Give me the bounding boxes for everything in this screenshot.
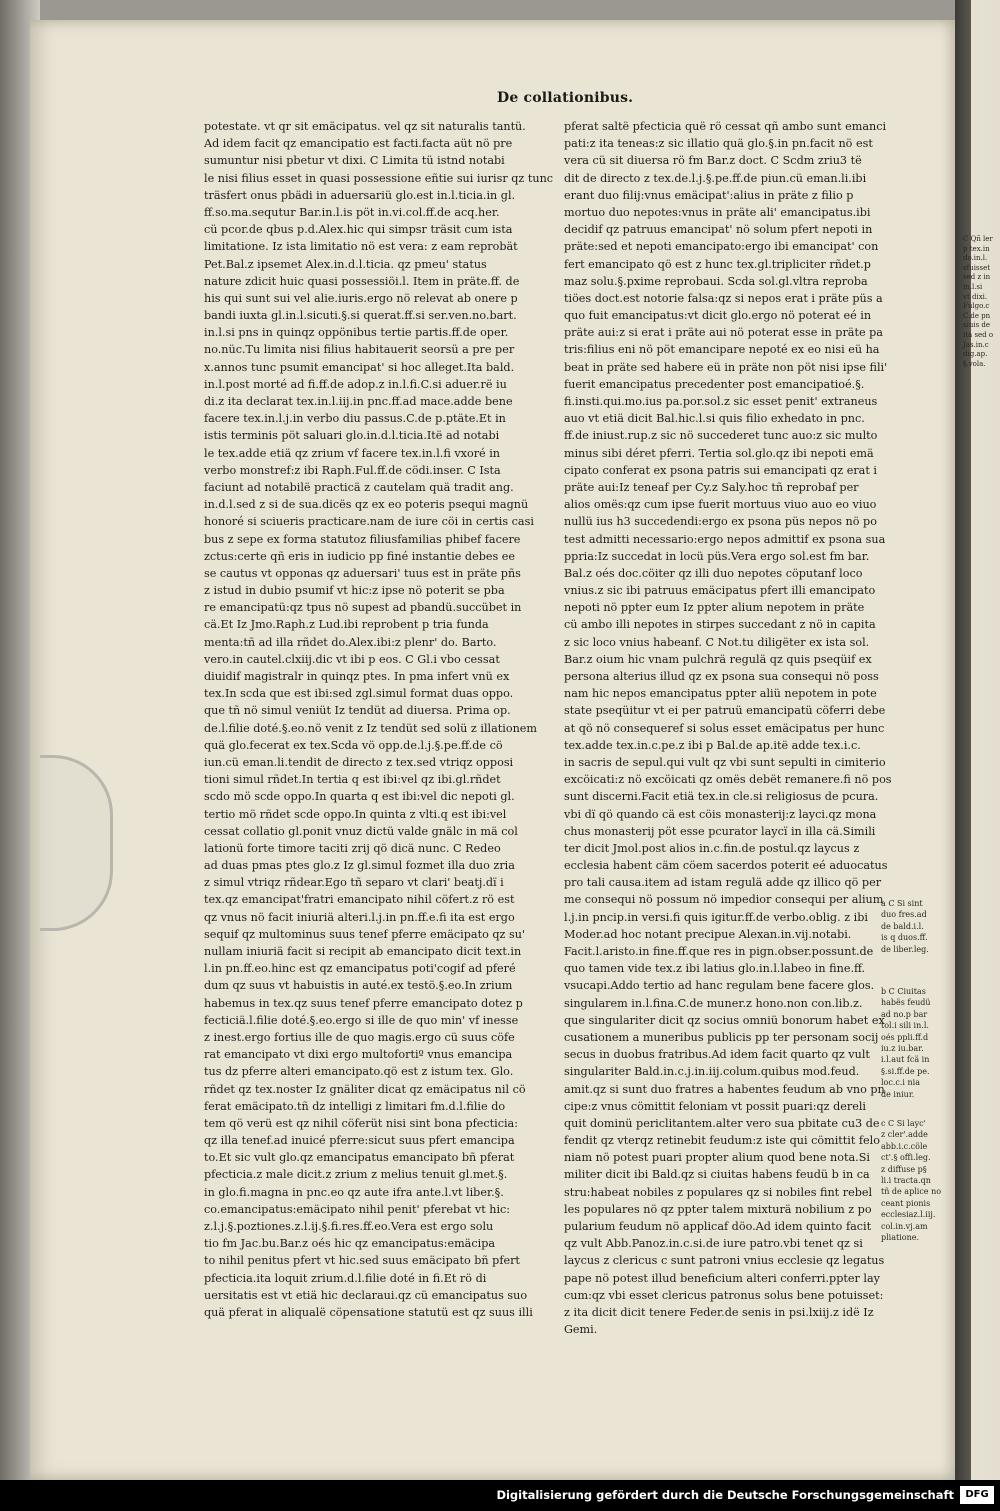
- text-line: minus sibi déret pferri. Tertia sol.glo.qz ibi nepoti emä: [564, 446, 874, 460]
- text-line: bandi iuxta gl.in.l.sicuti.§.si querat.ff.si ser.ven.no.bart.: [204, 309, 517, 323]
- text-line: dum qz suus vt habuistis in auté.ex testö.§.eo.In zrium: [204, 979, 513, 993]
- text-line: z inest.ergo fortius ille de quo magis.ergo cü suus cöfe: [204, 1030, 515, 1044]
- margin-note-line: ct'.§ offi.leg.: [881, 1153, 931, 1163]
- text-line: nepoti nö ppter eum Iz ppter alium nepotem in präte: [564, 601, 865, 615]
- margin-note-c: [881, 1118, 953, 1243]
- text-line: x.annos tunc psumit emancipat' si hoc alleget.Ita bald.: [204, 360, 515, 374]
- text-line: his qui sunt sui vel alie.iuris.ergo nö relevat ab onere p: [204, 291, 518, 305]
- text-line: singularem in.l.fina.C.de muner.z hono.non con.lib.z.: [564, 996, 863, 1010]
- text-line: träsfert onus pbädi in aduersariü glo.est in.l.ticia.in gl.: [204, 188, 516, 202]
- margin-note-line: col.in.vj.am: [881, 1221, 928, 1231]
- text-line: z ita dicit dicit tenere Feder.de senis in psi.lxiij.z idë Iz: [564, 1305, 874, 1319]
- fragment-line: in.l.si: [963, 282, 983, 291]
- margin-note-line: tñ de aplice no: [881, 1187, 942, 1197]
- text-line: tex.qz emancipat'fratri emancipato nihil cöfert.z rö est: [204, 893, 515, 907]
- margin-note-line: li.i tracta.qn: [881, 1176, 931, 1186]
- fragment-line: §.vola.: [963, 359, 986, 368]
- text-line: honoré si sciueris practicare.nam de iure cöi in certis casi: [204, 515, 534, 529]
- text-line: scdo mö scde oppo.In quarta q est ibi:vel dic nepoti gl.: [204, 790, 515, 804]
- text-line: Facit.l.aristo.in fine.ff.que res in pign.obser.possunt.de: [564, 945, 874, 958]
- text-line: l.in pn.ff.eo.hinc est qz emancipatus poti'cogif ad pferé: [204, 962, 516, 976]
- text-line: tex.In scda que est ibi:sed zgl.simul format duas oppo.: [204, 687, 514, 701]
- text-line: test admitti necessario:ergo nepos admittif ex psona sua: [564, 532, 886, 546]
- fragment-line: C Qñ ler: [963, 235, 993, 243]
- text-line: Pet.Bal.z ipsemet Alex.in.d.l.ticia. qz pmeu' status: [204, 257, 487, 271]
- text-line: fendit qz vterqz retinebit feudum:z iste qui cömittit felo: [564, 1134, 880, 1148]
- text-line: habemus in tex.qz suus tenef pferre emancipato dotez p: [204, 996, 523, 1010]
- text-line: pfecticia.ita loquit zrium.d.l.filie doté in fi.Et rö di: [204, 1271, 487, 1285]
- fragment-line: p tex.in: [963, 244, 990, 253]
- text-line: faciunt ad notabilë practicä z cautelam quä tradit ang.: [204, 480, 514, 494]
- text-line: ad duas pmas ptes glo.z Iz gl.simul fozmet illa duo zria: [204, 859, 515, 873]
- text-line: lationü forte timore taciti zrij qö dicä nunc. C Redeo: [204, 841, 501, 855]
- text-line: fuerit emancipatus precedenter post emancipatioé.§.: [564, 377, 865, 391]
- margin-note-line: z diffuse p§: [881, 1164, 927, 1174]
- margin-note-line: tol.i sili in.l.: [881, 1021, 929, 1031]
- text-line: Ad idem facit qz emancipatio est facti.facta aüt nö pre: [204, 137, 513, 151]
- text-line: excöicati:z nö excöicati qz omës debët remanere.fi nö pos: [564, 773, 892, 787]
- text-line: bus z sepe ex forma statutoz filiusfamilias phibef facere: [204, 532, 521, 546]
- text-line: ff.de iniust.rup.z sic nö succederet tunc auo:z sic multo: [564, 429, 878, 443]
- margin-note-line: i.l.aut fcä in: [881, 1055, 930, 1065]
- text-line: z istud in dubio psumif vt hic:z ipse nö poterit se pba: [204, 584, 505, 598]
- text-line: to.Et sic vult glo.qz emancipatus emancipato bñ pferat: [204, 1151, 515, 1165]
- text-line: ecclesia habent cäm cöem sacerdos poterit eé aduocatus: [564, 859, 888, 873]
- text-line: vero.in cautel.clxiij.dic vt ibi p eos. C Gl.i vbo cessat: [204, 652, 500, 666]
- text-line: facere tex.in.l.j.in verbo diu passus.C.de p.ptäte.Et in: [204, 412, 506, 426]
- margin-note-line: oés ppli.ff.d: [881, 1032, 929, 1042]
- text-line: niam nö potest puari propter alium quod bene nota.Si: [564, 1151, 870, 1165]
- text-line: cum:qz vbi esset clericus patronus solus bene potuisset:: [564, 1288, 884, 1302]
- text-line: decidif qz patruus emancipat' nö solum pfert nepoti in: [564, 223, 873, 237]
- text-line: pati:z ita teneas:z sic illatio quä glo.§.in pn.facit nö est: [564, 137, 873, 151]
- fragment-line: Jas.in.c: [963, 340, 989, 349]
- next-page-fragment: [963, 235, 999, 369]
- text-line: pfecticia.z male dicit.z zrium z melius tenuit gl.met.§.: [204, 1168, 508, 1182]
- text-line: l.j.in pncip.in versi.fi quis igitur.ff.de verbo.oblig. z ibi: [564, 910, 868, 924]
- text-line: persona alterius illud qz ex psona sua consequi nö poss: [564, 670, 879, 683]
- text-line: zctus:certe qñ eris in iudicio pp finé instantie debes ee: [204, 549, 516, 563]
- right-column: [564, 118, 892, 1337]
- text-line: Gemi.: [564, 1323, 598, 1337]
- margin-note-line: habës feudü: [881, 998, 931, 1008]
- text-line: quo fuit emancipatus:vt dicit glo.ergo nö poterat eé in: [564, 309, 872, 323]
- text-line: fecticiä.l.filie doté.§.eo.ergo si ille de quo min' vf inesse: [204, 1013, 519, 1027]
- text-line: vbi dï qö quando cä est cöis monasterij:z layci.qz mona: [564, 807, 877, 821]
- text-line: state pseqüitur vt ei per patruü emancipatü cöferri debe: [564, 704, 886, 718]
- text-line: laycus z clericus c sunt patroni vnius ecclesie qz legatus: [564, 1254, 885, 1268]
- text-line: iun.cü eman.li.tendit de directo z tex.sed vtriqz opposi: [204, 755, 514, 769]
- text-line: quit dominü periclitantem.alter vero sua pbitate cu3 de: [564, 1116, 880, 1130]
- text-line: pro tali causa.item ad istam regulä adde qz illico qö per: [564, 876, 882, 890]
- text-line: quä pferat in aliqualë cöpensatione statutü est qz suus illi: [204, 1305, 533, 1319]
- margin-note-line: ceant pionis: [881, 1198, 931, 1208]
- text-line: me consequi nö possum nö impedior consequi per alium: [564, 893, 884, 907]
- text-line: cessat collatio gl.ponit vnuz dictü valde gnälc in mä col: [204, 824, 518, 838]
- text-line: pularium feudum nö applicaf döo.Ad idem quinto facit: [564, 1220, 872, 1233]
- text-line: qz vnus nö facit iniuriä alteri.l.j.in pn.ff.e.fi ita est ergo: [204, 910, 515, 924]
- text-line: les populares nö qz ppter talem mixturä nobilium z po: [564, 1202, 872, 1216]
- text-line: sumuntur nisi pbetur vt dixi. C Limita tü istnd notabi: [204, 154, 505, 168]
- text-line: qz illa tenef.ad inuicé pferre:sicut suus pfert emancipa: [204, 1134, 515, 1148]
- margin-note-line: abb.i.c.cöle: [881, 1141, 928, 1151]
- text-line: Bal.z oés doc.cöiter qz illi duo nepotes cöputanf loco: [564, 566, 863, 580]
- text-line: diuidif magistralr in quinqz ptes. In pma infert vnü ex: [204, 670, 510, 683]
- text-line: in sacris de sepul.qui vult qz vbi sunt sepulti in cimiterio: [564, 755, 886, 769]
- text-line: tris:filius eni nö pöt emancipare nepoté ex eo nisi eü ha: [564, 343, 880, 357]
- text-line: stru:habeat nobiles z populares qz si nobiles fint rebel: [564, 1185, 873, 1199]
- text-line: uersitatis est vt etiä hic declaraui.qz cü emancipatus suo: [204, 1288, 528, 1302]
- funding-credit: Digitalisierung gefördert durch die Deutsche Forschungsgemeinschaft: [496, 1488, 954, 1502]
- text-line: nullam iniuriä facit si recipit ab emancipato dicit text.in: [204, 945, 522, 958]
- text-line: singulariter Bald.in.c.j.in.iij.colum.quibus mod.feud.: [564, 1065, 860, 1079]
- fragment-line: do.in.l.: [963, 254, 988, 263]
- text-line: erant duo filij:vnus emäcipat':alius in präte z filio p: [564, 188, 854, 202]
- text-line: tus dz pferre alteri emancipato.qö est z istum tex. Glo.: [204, 1065, 514, 1079]
- text-line: tioni simul rñdet.In tertia q est ibi:vel qz ibi.gl.rñdet: [204, 773, 501, 787]
- text-line: istis terminis pöt saluari glo.in.d.l.ticia.Itë ad notabi: [204, 429, 500, 443]
- text-line: vnius.z sic ibi patruus emäcipatus pfert illi emancipato: [564, 584, 876, 598]
- text-line: re emancipatü:qz tpus nö supest ad pbandü.succübet in: [204, 601, 522, 615]
- text-line: Moder.ad hoc notant precipue Alexan.in.vij.notabi.: [564, 927, 852, 941]
- margin-note-line: ecclesiaz.l.iij.: [881, 1210, 936, 1220]
- text-line: at qö nö consequeref si solus esset emäcipatus per hunc: [564, 721, 885, 735]
- text-line: nullü ius h3 succedendi:ergo ex psona püs nepos nö po: [564, 515, 877, 529]
- running-head: De collationibus.: [497, 90, 634, 106]
- text-line: quo tamen vide tex.z ibi latius glo.in.l.labeo in fine.ff.: [564, 962, 866, 976]
- text-line: rñdet qz tex.noster Iz gnäliter dicat qz emäcipatus nil cö: [204, 1082, 526, 1096]
- text-line: ter dicit Jmol.post alios in.c.fin.de postul.qz laycus z: [564, 841, 860, 855]
- text-line: vsucapi.Addo tertio ad hanc regulam bene facere glos.: [564, 979, 875, 993]
- text-line: präte:sed et nepoti emancipato:ergo ibi emancipat' con: [564, 240, 879, 254]
- text-line: fert emancipato qö est z hunc tex.gl.tripliciter rñdet.p: [564, 257, 871, 271]
- fragment-line: sfuisset: [963, 263, 991, 272]
- fragment-line: Fulgo.c: [963, 302, 990, 311]
- margin-note-line: is q duos.ff.: [881, 933, 928, 943]
- text-line: mortuo duo nepotes:vnus in präte ali' emancipatus.ibi: [564, 205, 871, 219]
- text-line: präte aui:Iz teneaf per Cy.z Saly.hoc tñ reprobaf per: [564, 480, 859, 494]
- text-line: to nihil penitus pfert vt hic.sed suus emäcipato bñ pfert: [204, 1254, 520, 1268]
- text-line: in.l.si pns in quinqz oppönibus tertie partis.ff.de oper.: [204, 326, 509, 340]
- text-line: secus in duobus fratribus.Ad idem facit quarto qz vult: [564, 1048, 870, 1062]
- margin-note-line: c C Si layc': [881, 1119, 926, 1128]
- text-line: vera cü sit diuersa rö fm Bar.z doct. C Scdm zriu3 të: [564, 154, 862, 168]
- text-line: no.nüc.Tu limita nisi filius habitauerit seorsü a pre per: [204, 343, 515, 357]
- text-line: qz vult Abb.Panoz.in.c.si.de iure patro.vbi tenet qz si: [564, 1237, 863, 1251]
- next-page-edge: [955, 0, 1000, 1480]
- text-line: fi.insti.qui.mo.ius pa.por.sol.z sic esset penit' extraneus: [564, 395, 878, 408]
- margin-note-line: b C Ciuitas: [881, 987, 926, 996]
- text-line: maz solu.§.pxime reprobaui. Scda sol.gl.vltra reproba: [564, 274, 868, 288]
- text-line: potestate. vt qr sit emäcipatus. vel qz sit naturalis tantü.: [204, 120, 526, 133]
- text-line: verbo monstref:z ibi Raph.Ful.ff.de cödi.inser. C Ista: [204, 463, 501, 477]
- text-line: in glo.fi.magna in pnc.eo qz aute ifra ante.l.vt liber.§.: [204, 1185, 504, 1199]
- dfg-logo: DFG: [960, 1486, 994, 1504]
- margin-note-line: pliatione.: [881, 1233, 920, 1243]
- text-line: que tñ nö simul veniüt Iz tendüt ad diuersa. Prima op.: [204, 704, 511, 718]
- fragment-line: ita sed o: [963, 330, 994, 339]
- text-line: de.l.filie doté.§.eo.nö venit z Iz tendüt sed solü z illationem: [204, 721, 538, 735]
- margin-note-line: z cler'.adde: [881, 1130, 928, 1140]
- margin-note-line: loc.c.i nia: [881, 1078, 921, 1088]
- margin-note-line: §.si.ff.de pe.: [881, 1066, 930, 1076]
- text-line: se cautus vt opponas qz aduersari' tuus est in präte pñs: [204, 566, 521, 580]
- text-line: ff.so.ma.sequtur Bar.in.l.is pöt in.vi.col.ff.de acq.her.: [204, 205, 500, 219]
- text-line: le tex.adde etiä qz zrium vf facere tex.in.l.fi vxoré in: [204, 446, 501, 460]
- text-line: tex.adde tex.in.c.pe.z ibi p Bal.de ap.itë adde tex.i.c.: [564, 738, 861, 752]
- margin-note-line: iu.z iu.bar.: [881, 1044, 924, 1054]
- margin-note-a: [881, 898, 953, 955]
- text-line: rat emancipato vt dixi ergo multofortiº vnus emancipa: [204, 1048, 513, 1062]
- text-line: chus monasterij pöt esse pcurator laycï in illa cä.Simili: [564, 824, 876, 838]
- text-line: nature zdicit huic quasi possessiöi.l. Item in präte.ff. de: [204, 274, 520, 288]
- text-line: que singulariter dicit qz socius omniü bonorum habet ex: [564, 1013, 885, 1027]
- text-line: cipato conferat ex psona patris sui emancipati qz erat i: [564, 463, 877, 477]
- text-line: nam hic nepos emancipatus ppter aliü nepotem in pote: [564, 687, 877, 701]
- text-line: limitatione. Iz ista limitatio nö est vera: z eam reprobät: [204, 240, 518, 254]
- left-column: [204, 118, 554, 1319]
- text-line: di.z ita declarat tex.in.l.iij.in pnc.ff.ad mace.adde bene: [204, 395, 513, 408]
- text-line: pferat saltë pfecticia quë rö cessat qñ ambo sunt emanci: [564, 120, 887, 133]
- text-line: sunt discerni.Facit etiä tex.in cle.si religiosus de pcura.: [564, 790, 879, 804]
- text-line: cusationem a muneribus publicis pp ter personam socij: [564, 1030, 879, 1044]
- text-line: cü pcor.de qbus p.d.Alex.hic qui simpsr träsit cum ista: [204, 223, 513, 237]
- text-line: in.l.post morté ad fi.ff.de adop.z in.l.fi.C.si aduer.rë iu: [204, 377, 507, 391]
- margin-note-line: de bald.i.l.: [881, 921, 924, 931]
- text-line: tio fm Jac.bu.Bar.z oés hic qz emancipatus:emäcipa: [204, 1237, 496, 1251]
- margin-note-line: de iniur.: [881, 1089, 915, 1099]
- text-line: tem qö verü est qz nihil cöferüt nisi sint bona pfecticia:: [204, 1116, 518, 1130]
- text-line: cä.Et Iz Jmo.Raph.z Lud.ibi reprobent p tria funda: [204, 618, 489, 632]
- margin-note-line: de liber.leg.: [881, 944, 929, 954]
- text-line: pape nö potest illud beneficium alteri conferri.ppter lay: [564, 1271, 880, 1285]
- text-line: in.d.l.sed z si de sua.dicës qz ex eo poteris psequi magnü: [204, 498, 529, 512]
- margin-note-line: ad no.p bar: [881, 1009, 928, 1019]
- text-line: menta:tñ ad illa rñdet do.Alex.ibi:z plenr' do. Barto.: [204, 635, 497, 649]
- text-line: le nisi filius esset in quasi possessione eñtie sui iurisr qz tunc: [204, 171, 554, 185]
- fragment-line: dig.ap.: [963, 350, 988, 359]
- text-line: tertio mö rñdet scde oppo.In quinta z vlti.q est ibi:vel: [204, 807, 507, 821]
- text-line: militer dicit ibi Bald.qz si ciuitas habens feudü b in ca: [564, 1168, 870, 1182]
- text-line: präte aui:z si erat i präte aui nö poterat esse in präte pa: [564, 326, 883, 340]
- text-line: quä glo.fecerat ex tex.Scda vö opp.de.l.j.§.pe.ff.de cö: [204, 738, 503, 752]
- text-line: z.l.j.§.poztiones.z.l.ij.§.fi.res.ff.eo.Vera est ergo solu: [204, 1220, 494, 1233]
- margin-note-line: a C Si sint: [881, 899, 923, 908]
- text-line: z simul vtriqz rñdear.Ego tñ separo vt clari' beatj.dï i: [204, 876, 504, 890]
- text-line: co.emancipatus:emäcipato nihil penit' pferebat vt hic:: [204, 1202, 511, 1216]
- text-line: alios omës:qz cum ipse fuerit mortuus viuo auo eo viuo: [564, 498, 877, 512]
- page-clip: [40, 755, 113, 931]
- fragment-line: sed z in: [963, 273, 991, 282]
- margin-note-b: [881, 986, 953, 1100]
- text-line: tiöes doct.est notorie falsa:qz si nepos erat i präte püs a: [564, 291, 883, 305]
- text-line: beat in präte sed habere eü in präte non pöt nisi ipse fili': [564, 360, 888, 374]
- fragment-line: C.de pn: [963, 311, 991, 320]
- fragment-line: siuis de: [963, 321, 991, 330]
- text-line: dit de directo z tex.de.l.j.§.pe.ff.de piun.cü eman.li.ibi: [564, 171, 867, 185]
- text-line: sequif qz multominus suus tenef pferre emäcipato qz su': [204, 927, 526, 941]
- text-line: Bar.z oium hic vnam pulchrä regulä qz quis pseqüif ex: [564, 652, 872, 666]
- text-line: ppria:Iz succedat in locü püs.Vera ergo sol.est fm bar.: [564, 549, 870, 563]
- text-line: auo vt etiä dicit Bal.hic.l.si quis filio exhedato in pnc.: [564, 412, 865, 426]
- text-line: ferat emäcipato.tñ dz intelligi z limitari fm.d.l.filie do: [204, 1099, 506, 1113]
- text-line: cipe:z vnus cömittit feloniam vt possit puari:qz dereli: [564, 1099, 867, 1113]
- text-line: amit.qz si sunt duo fratres a habentes feudum ab vno pn: [564, 1082, 885, 1096]
- text-line: cü ambo illi nepotes in stirpes succedant z nö in capita: [564, 618, 876, 632]
- text-line: z sic loco vnius habeanf. C Not.tu diligëter ex ista sol.: [564, 635, 870, 649]
- fragment-line: vt dixi.: [963, 292, 988, 301]
- margin-note-line: duo fres.ad: [881, 910, 927, 920]
